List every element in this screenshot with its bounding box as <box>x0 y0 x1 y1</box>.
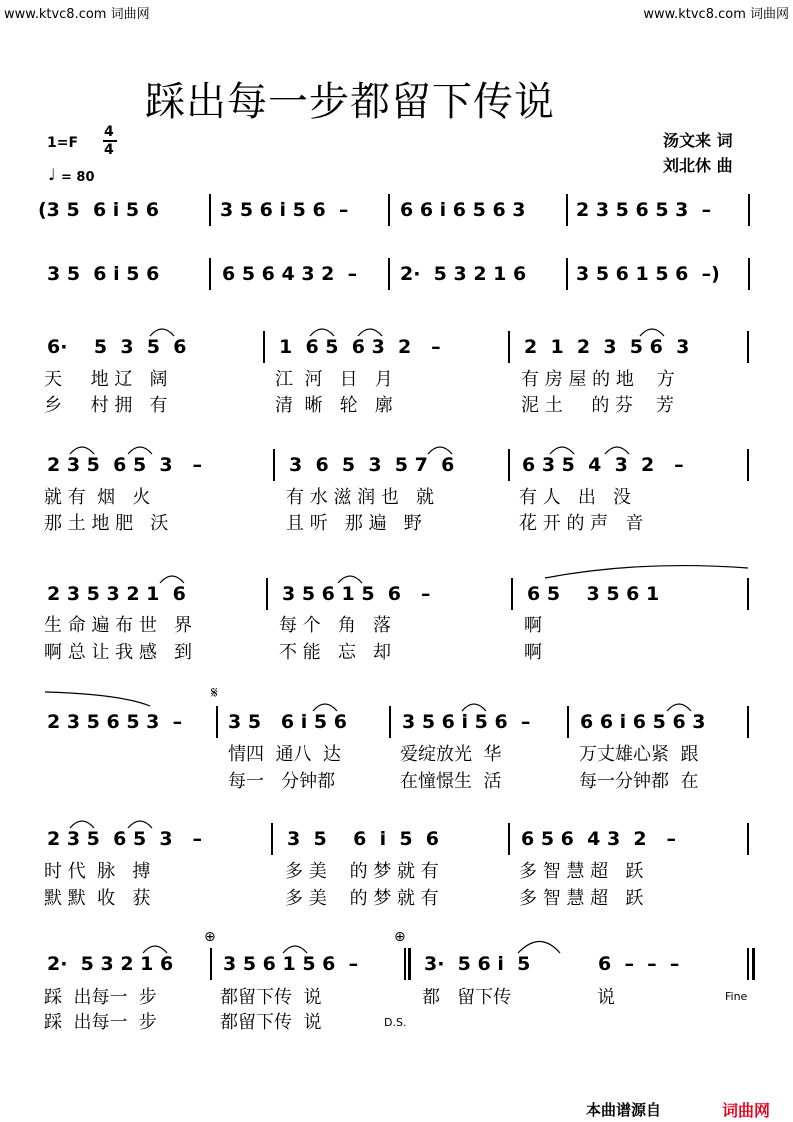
lyrics-row7-v2-m1: 默 默 收 获 <box>44 888 151 909</box>
notes-row2-m2: 6 5 6 4 3 2 – <box>222 263 358 285</box>
slur <box>70 821 94 828</box>
coda-icon-left: ⊕ <box>204 929 216 945</box>
header-site-left[interactable]: www.ktvc8.com 词曲网 <box>4 7 150 22</box>
lyrics-row4-v1-m2: 有 水 滋 润 也 就 <box>286 487 435 508</box>
lyrics-row3-v1-m1: 天 地 辽 阔 <box>44 369 168 390</box>
lyrics-row3-v1-m2: 江 河 日 月 <box>275 369 393 390</box>
notes-row1-m2: 3 5 6 i 5 6 – <box>220 199 349 221</box>
lyrics-row6-v1-m4: 万丈雄心紧 跟 <box>579 744 699 765</box>
lyrics-row7-v2-m3: 多 智 慧 超 跃 <box>519 888 644 909</box>
footer-site-logo[interactable]: 词曲网 <box>722 1101 771 1120</box>
notes-row7-m1: 2 3 5 6 5 3 – <box>47 828 202 850</box>
lyrics-row3-v2-m1: 乡 村 拥 有 <box>44 395 168 416</box>
lyrics-row4-v2-m2: 且 听 那 遍 野 <box>286 513 422 534</box>
header-site-right[interactable]: www.ktvc8.com 词曲网 <box>643 7 789 22</box>
tempo-value: = 80 <box>61 170 95 185</box>
slur <box>160 576 184 583</box>
lyrics-row6-v2-m2: 每一 分钟都 <box>228 771 336 792</box>
slur <box>518 942 560 954</box>
lyrics-row3-v2-m2: 清 晰 轮 廓 <box>275 395 393 416</box>
slur <box>70 447 94 454</box>
slur <box>640 329 664 336</box>
slur <box>310 329 334 336</box>
lyrics-row5-v2-m1: 啊 总 让 我 感 到 <box>44 642 193 663</box>
lyrics-row8-v2-m2: 都留下传 说 <box>220 1012 322 1033</box>
time-signature-top: 4 <box>104 124 114 140</box>
lyrics-row6-v2-m3: 在憧憬生 活 <box>400 771 502 792</box>
lyrics-row4-v1-m3: 有 人 出 没 <box>519 487 632 508</box>
slur <box>338 576 362 583</box>
slur <box>150 329 174 336</box>
notes-row3-m3: 2 1 2 3 5 6 3 <box>524 336 690 358</box>
lyrics-row8-v1-m3: 都 留下传 <box>422 987 512 1008</box>
lyrics-row7-v1-m3: 多 智 慧 超 跃 <box>519 861 644 882</box>
slur <box>550 447 574 454</box>
notes-row5-m3: 6 5 3 5 6 1 <box>527 583 660 605</box>
lyrics-row4-v2-m1: 那 土 地 肥 沃 <box>44 513 169 534</box>
lyrics-row8-v2-m1: 踩 出每一 步 <box>44 1012 157 1033</box>
fine-marking: Fine <box>725 990 748 1003</box>
page-title: 踩出每一步都留下传说 <box>145 79 555 125</box>
lyrics-row5-v2-m2: 不 能 忘 却 <box>279 642 392 663</box>
lyrics-row7-v2-m2: 多 美 的 梦 就 有 <box>285 888 439 909</box>
notes-row4-m3: 6 3 5 4 3 2 – <box>522 454 684 476</box>
slur <box>128 821 152 828</box>
slur <box>128 447 152 454</box>
slur <box>143 946 167 953</box>
notes-row5-m2: 3 5 6 1 5 6 – <box>282 583 431 605</box>
notes-row1-m4: 2 3 5 6 5 3 – <box>576 199 712 221</box>
segno-icon: 𝄋 <box>211 683 218 702</box>
lyrics-row6-v2-m4: 每一分钟都 在 <box>579 771 699 792</box>
lyrics-row8-v1-m1: 踩 出每一 步 <box>44 987 157 1008</box>
notes-row6-m4: 6 6 i 6 5 6 3 <box>580 711 706 733</box>
notes-row6-m3: 3 5 6 i 5 6 – <box>402 711 531 733</box>
composer-credit: 刘北休 曲 <box>663 156 733 175</box>
lyrics-row3-v1-m3: 有 房 屋 的 地 方 <box>521 369 675 390</box>
notes-row4-m2: 3 6 5 3 5 7 6 <box>289 454 455 476</box>
notes-row8-m2: 3 5 6 1 5 6 – <box>223 953 359 975</box>
slur <box>45 692 150 706</box>
slur <box>605 447 629 454</box>
lyrics-row6-v1-m2: 情四 通八 达 <box>228 744 341 765</box>
slur <box>545 566 748 578</box>
lyrics-row6-v1-m3: 爱绽放光 华 <box>400 744 502 765</box>
lyrics-row5-v1-m2: 每 个 角 落 <box>279 615 392 636</box>
lyrics-row4-v2-m3: 花 开 的 声 音 <box>519 513 644 534</box>
lyricist-credit: 汤文来 词 <box>663 131 733 150</box>
notes-row8-m1: 2· 5 3 2 1 6 <box>47 953 174 975</box>
quarter-note-icon: ♩ <box>48 165 56 184</box>
notes-row3-m1: 6· 5 3 5 6 <box>47 336 187 358</box>
notes-row1-m3: 6 6 i 6 5 6 3 <box>400 199 526 221</box>
lyrics-row4-v1-m1: 就 有 烟 火 <box>44 487 151 508</box>
lyrics-row5-v2-m3: 啊 <box>524 642 542 663</box>
notes-row8-m3: 3· 5 6 i 5 <box>424 953 531 975</box>
notes-row6-m1: 2 3 5 6 5 3 – <box>47 711 183 733</box>
notes-row2-m1: 3 5 6 i 5 6 <box>47 263 160 285</box>
key-signature: 1=F <box>47 135 79 151</box>
notes-row7-m2: 3 5 6 i 5 6 <box>287 828 439 850</box>
ds-marking: D.S. <box>384 1016 407 1029</box>
slur <box>313 704 337 711</box>
slur <box>667 704 691 711</box>
notes-row2-m3: 2· 5 3 2 1 6 <box>400 263 527 285</box>
lyrics-row7-v1-m1: 时 代 脉 搏 <box>44 861 151 882</box>
notes-row1-m1: (3 5 6 i 5 6 <box>38 199 159 221</box>
footer-source: 本曲谱源自 <box>586 1101 662 1119</box>
coda-icon-right: ⊕ <box>394 929 406 945</box>
lyrics-row7-v1-m2: 多 美 的 梦 就 有 <box>285 861 439 882</box>
notes-row6-m2: 3 5 6 i 5 6 <box>228 711 347 733</box>
notes-row3-m2: 1 6 5 6 3 2 – <box>279 336 441 358</box>
notes-row2-m4: 3 5 6 1 5 6 –) <box>576 263 720 285</box>
notes-row5-m1: 2 3 5 3 2 1 6 <box>47 583 186 605</box>
notes-row8-m4: 6 – – – <box>598 953 680 975</box>
lyrics-row8-v1-m2: 都留下传 说 <box>220 987 322 1008</box>
lyrics-row5-v1-m3: 啊 <box>524 615 542 636</box>
slur <box>428 447 452 454</box>
slur <box>358 329 382 336</box>
lyrics-row8-v1-m4: 说 <box>597 987 615 1008</box>
notes-row7-m3: 6 5 6 4 3 2 – <box>521 828 676 850</box>
slur <box>462 704 486 711</box>
slur <box>283 946 307 953</box>
lyrics-row3-v2-m3: 泥 土 的 芬 芳 <box>521 395 674 416</box>
time-signature-bottom: 4 <box>104 142 114 158</box>
notes-row4-m1: 2 3 5 6 5 3 – <box>47 454 202 476</box>
lyrics-row5-v1-m1: 生 命 遍 布 世 界 <box>44 615 193 636</box>
